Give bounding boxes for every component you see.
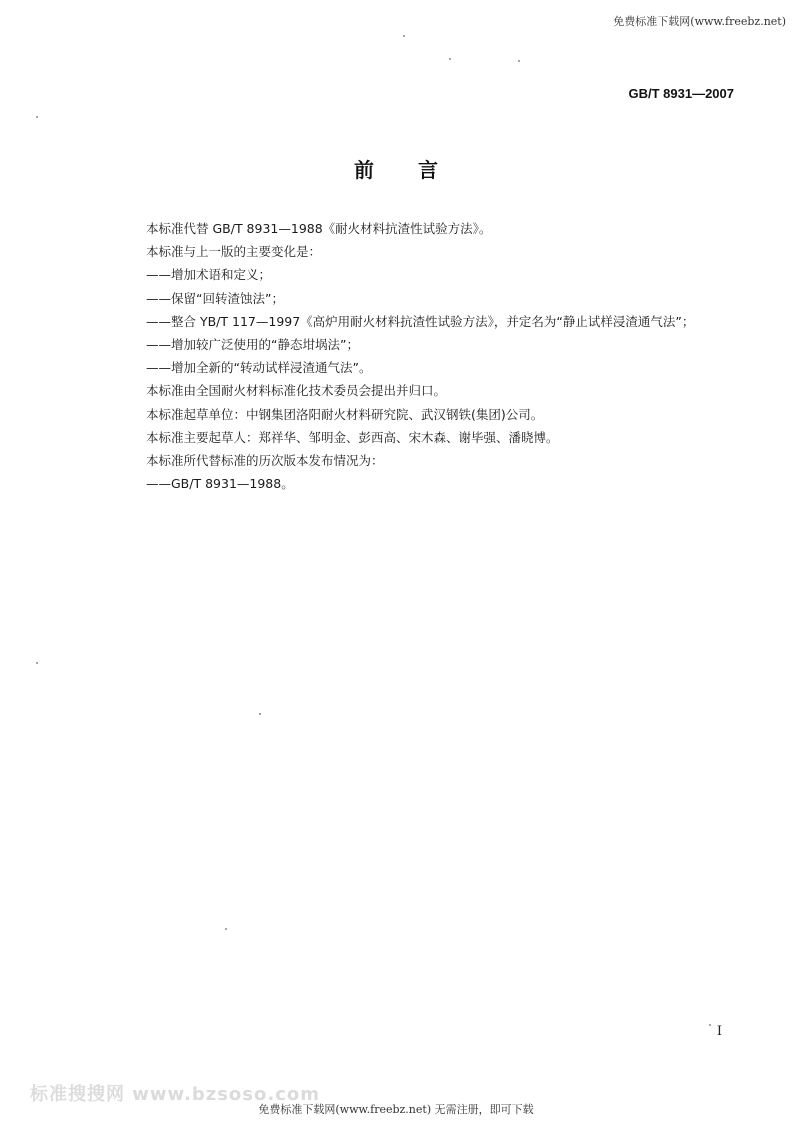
scan-speck: [518, 60, 520, 62]
body-line: 本标准代替 GB/T 8931—1988《耐火材料抗渣性试验方法》。: [146, 221, 492, 236]
page-title: 前言: [354, 158, 482, 182]
scan-speck: [36, 116, 38, 118]
body-line: 本标准主要起草人：郑祥华、邹明金、彭西高、宋木森、谢毕强、潘晓博。: [146, 429, 559, 445]
scan-speck: [403, 35, 405, 37]
body-line: 本标准由全国耐火材料标准化技术委员会提出并归口。: [146, 383, 447, 399]
body-line: ——增加全新的“转动试样浸渣通气法”。: [146, 360, 372, 376]
scan-speck: [449, 58, 451, 60]
bottom-note: 免费标准下载网(www.freebz.net) 无需注册，即可下载: [258, 1103, 534, 1116]
top-watermark: 免费标准下载网(www.freebz.net): [613, 15, 786, 28]
body-line: ——整合 YB/T 117—1997《高炉用耐火材料抗渣性试验方法》，并定名为“静止试样浸渣通气法”；: [146, 313, 695, 329]
scan-speck: [225, 928, 227, 930]
document-number: GB/T 8931—2007: [628, 86, 734, 101]
body-line: 本标准所代替标准的历次版本发布情况为：: [146, 452, 384, 468]
body-line: 本标准起草单位：中钢集团洛阳耐火材料研究院、武汉钢铁(集团)公司。: [146, 406, 544, 422]
body-line: ——GB/T 8931—1988。: [146, 476, 294, 492]
body-line: ——增加术语和定义；: [146, 267, 272, 283]
scan-speck: [36, 662, 38, 664]
bottom-watermark: 标准搜搜网 www.bzsoso.com: [30, 1084, 320, 1105]
scan-speck: [259, 713, 261, 715]
body-line: ——增加较广泛使用的“静态坩埚法”；: [146, 336, 359, 352]
body-line: 本标准与上一版的主要变化是：: [146, 244, 322, 260]
body-line: ——保留“回转渣蚀法”；: [146, 290, 284, 306]
body-text: [146, 217, 746, 495]
scan-speck: [709, 1024, 711, 1026]
page-number: I: [716, 1024, 722, 1039]
